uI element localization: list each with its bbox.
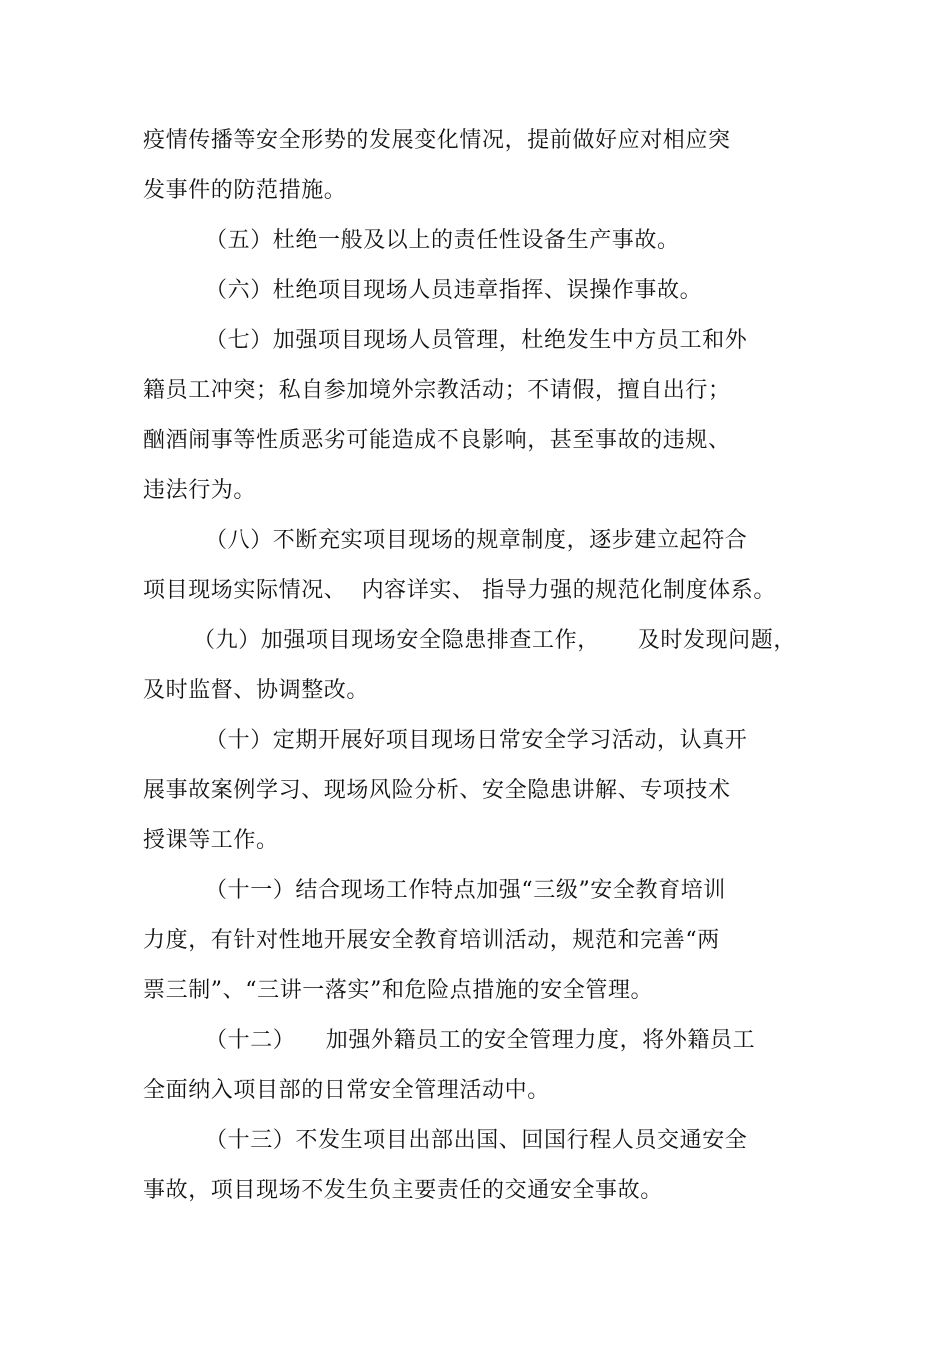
text-line: （七）加强项目现场人员管理，杜绝发生中方员工和外 (205, 328, 748, 353)
text-line: 疫情传播等安全形势的发展变化情况，提前做好应对相应突 (143, 128, 731, 153)
text-line: （五）杜绝一般及以上的责任性设备生产事故。 (205, 228, 680, 253)
text-line: 票三制”、“三讲一落实”和危险点措施的安全管理。 (143, 978, 654, 1003)
text-line: 项目现场实际情况、 内容详实、 指导力强的规范化制度体系。 (143, 578, 776, 603)
text-line: 展事故案例学习、现场风险分析、安全隐患讲解、专项技术 (143, 778, 731, 803)
text-line: （八）不断充实项目现场的规章制度，逐步建立起符合 (205, 528, 748, 553)
text-line: 事故，项目现场不发生负主要责任的交通安全事故。 (143, 1178, 663, 1203)
text-line: （九）加强项目现场安全隐患排查工作， 及时发现问题， (193, 628, 796, 653)
text-line: （十）定期开展好项目现场日常安全学习活动，认真开 (205, 728, 748, 753)
text-line: 籍员工冲突；私自参加境外宗教活动；不请假，擅自出行； (143, 378, 731, 403)
text-line: 发事件的防范措施。 (143, 178, 347, 203)
text-line: （十三）不发生项目出部出国、回国行程人员交通安全 (205, 1128, 748, 1153)
text-line: 力度，有针对性地开展安全教育培训活动，规范和完善“两 (143, 928, 720, 953)
text-line: 授课等工作。 (143, 828, 279, 853)
text-line: 全面纳入项目部的日常安全管理活动中。 (143, 1078, 550, 1103)
text-line: （十一）结合现场工作特点加强“三级”安全教育培训 (205, 878, 726, 903)
text-line: 及时监督、协调整改。 (143, 678, 370, 703)
text-line: （六）杜绝项目现场人员违章指挥、误操作事故。 (205, 278, 703, 303)
text-line: 酗酒闹事等性质恶劣可能造成不良影响，甚至事故的违规、 (143, 428, 731, 453)
text-line: 违法行为。 (143, 478, 257, 503)
text-line: （十二） 加强外籍员工的安全管理力度，将外籍员工 (205, 1028, 756, 1053)
